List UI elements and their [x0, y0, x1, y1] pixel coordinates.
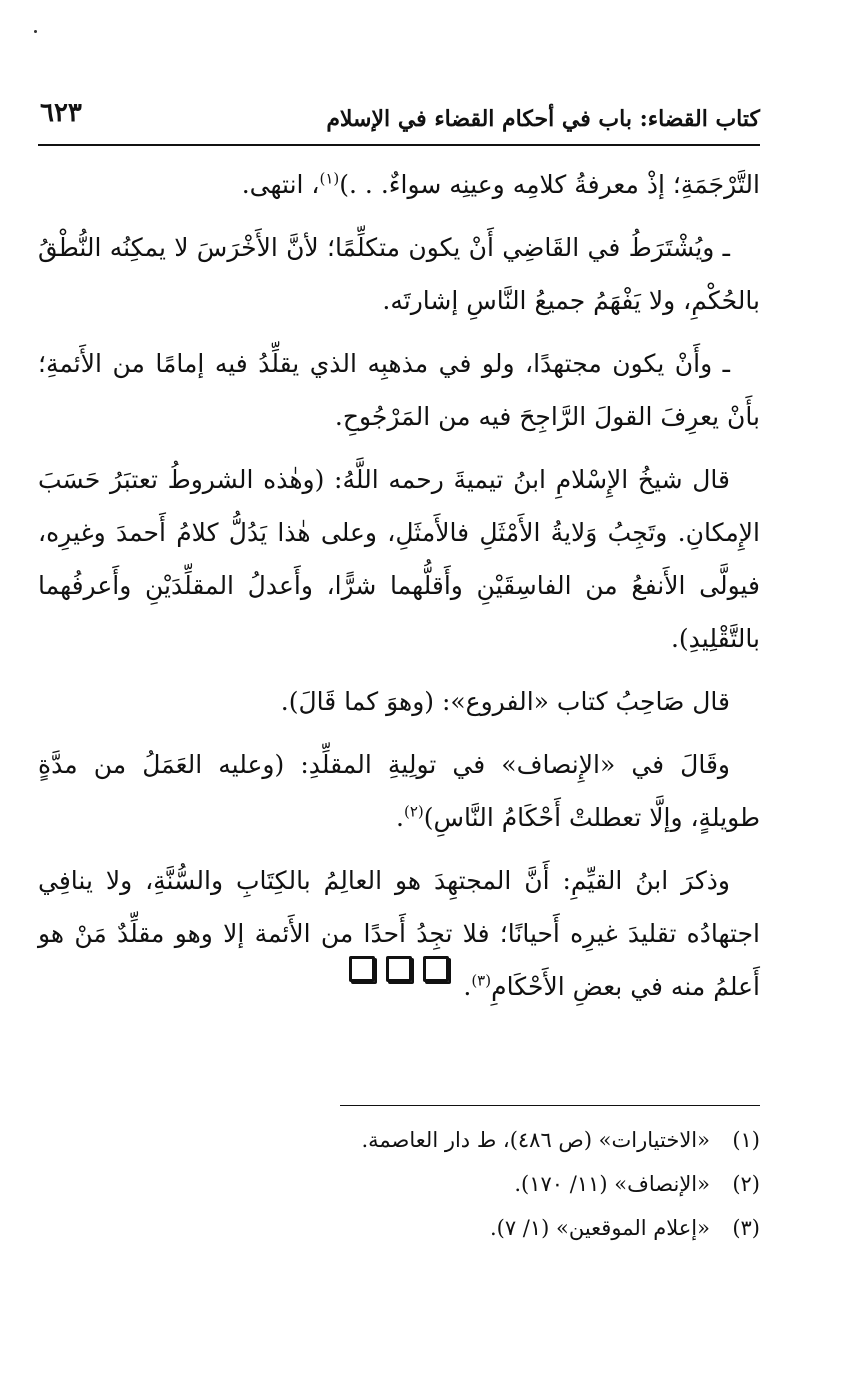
paragraph-2: ـ ويُشْتَرَطُ في القَاضِي أَنْ يكون متكلِّمًا؛ لأنَّ الأَخْرَسَ لا يمكِنُه النُّطْقُ بالحُكْمِ، ولا يَفْهَمُ جميعُ النَّاسِ إشارتَه.	[38, 233, 760, 315]
footnote-3	[38, 1206, 760, 1250]
square-ornament-icon	[423, 956, 449, 982]
footnote-1	[38, 1118, 760, 1162]
footnote-text: «الإنصاف» (١١/ ١٧٠).	[514, 1172, 710, 1196]
paragraph-6-text: وقَالَ في «الإِنصاف» في تولِيةِ المقلِّدِ: (وعليه العَمَلُ من مدَّةٍ طويلةٍ، وإلَّا تعطلتْ أَحْكَامُ النَّاسِ)	[38, 750, 760, 832]
square-ornament-icon	[349, 956, 375, 982]
main-text	[38, 158, 760, 1023]
footnote-number: (٢)	[732, 1172, 760, 1196]
footnote-ref-1: (١)	[319, 169, 340, 188]
paragraph-7	[38, 854, 760, 1013]
book-page	[38, 88, 760, 1348]
paragraph-7-end: .	[463, 972, 472, 1001]
paragraph-6-end: .	[396, 803, 404, 832]
paragraph-3: ـ وأَنْ يكون مجتهدًا، ولو في مذهبِه الذي يقلِّدُ فيه إمامًا من الأَئمةِ؛ بأَنْ يعرِفَ القولَ الرَّاجِحَ فيه من المَرْجُوحِ.	[38, 349, 760, 431]
footnotes	[38, 1118, 760, 1250]
footnote-number: (١)	[732, 1128, 760, 1152]
paragraph-4: قال شيخُ الإِسْلامِ ابنُ تيميةَ رحمه اللَّهُ: (وهٰذه الشروطُ تعتبَرُ حَسَبَ الإِمكانِ. وتَجِبُ وَلايةُ الأَمْثَلِ فالأَمثَلِ، وعلى هٰذا يَدُلُّ كلامُ أَحمدَ وغيرِه، فيولَّى الأَنفعُ من الفاسِقَيْنِ وأَقلُّهما شرًّا، وأَعدلُ المقلِّدَيْنِ وأَعرفُهما بالتَّقْلِيدِ).	[38, 465, 760, 653]
paragraph-1	[38, 158, 760, 211]
header-title: كتاب القضاء: باب في أحكام القضاء في الإسلام	[326, 106, 760, 132]
paragraph-5: قال صَاحِبُ كتاب «الفروع»: (وهوَ كما قَالَ).	[280, 687, 730, 716]
footnote-divider	[340, 1105, 760, 1106]
section-separator	[38, 956, 760, 986]
footnote-text: «إعلام الموقعين» (١/ ٧).	[489, 1216, 710, 1240]
footnote-text: «الاختيارات» (ص ٤٨٦)، ط دار العاصمة.	[361, 1128, 710, 1152]
paragraph-6	[38, 738, 760, 844]
running-header	[38, 88, 760, 146]
page-number: ٦٢٣	[40, 98, 82, 128]
footnote-number: (٣)	[732, 1216, 760, 1240]
footnote-ref-2: (٢)	[403, 802, 424, 821]
paragraph-7-text: وذكرَ ابنُ القيِّمِ: أَنَّ المجتهِدَ هو العالِمُ بالكِتَابِ والسُّنَّةِ، ولا ينافِي اجتهادُه تقليدَ غيرِه أَحيانًا؛ فلا تجِدُ أَحدًا من الأَئمة إلا وهو مقلِّدٌ مَنْ هو أَعلمُ منه في بعضِ الأَحْكَامِ	[38, 866, 760, 1001]
footnote-2	[38, 1162, 760, 1206]
scan-speck	[34, 30, 37, 33]
square-ornament-icon	[386, 956, 412, 982]
paragraph-1-end: ، انتهى.	[241, 170, 320, 199]
footnote-ref-3: (٣)	[471, 971, 492, 990]
paragraph-1-text: التَّرْجَمَةِ؛ إذْ معرفةُ كلامِه وعينِه سواءٌ. . .)	[339, 170, 760, 199]
